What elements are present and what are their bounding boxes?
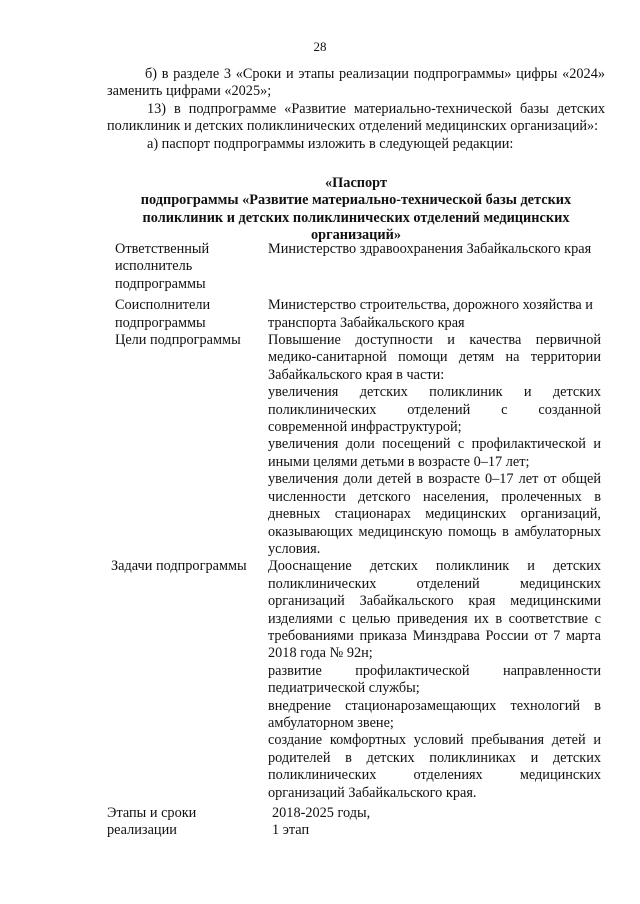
- stages-label: Этапы и сроки реализации: [107, 805, 197, 839]
- goals-label: Цели подпрограммы: [115, 332, 241, 349]
- goal-item: увеличения доли посещений с профилактической и иными целями детьми в возрасте 0–17 лет;: [268, 436, 601, 470]
- row-responsible: [107, 241, 607, 293]
- coexecutors-value: [268, 297, 601, 332]
- task-item: внедрение стационарозамещающих технологий в амбулаторном звене;: [268, 697, 601, 731]
- coexecutors-label: Соисполнители подпрограммы: [115, 297, 211, 331]
- row-stages: [107, 805, 607, 840]
- row-goals: [107, 332, 607, 558]
- tasks-label: Задачи подпрограммы: [111, 558, 247, 575]
- task-item: развитие профилактической направленности педиатрической службы;: [268, 662, 601, 697]
- passport-title-line1: «Паспорт: [325, 175, 387, 191]
- intro-text: [107, 66, 605, 153]
- goals-value: [268, 332, 601, 558]
- responsible-label: Ответственный исполнитель подпрограммы: [115, 241, 210, 292]
- intro-paragraph-b: б) в разделе 3 «Сроки и этапы реализации подпрограммы» цифры «2024» заменить цифрами «2025»;: [107, 66, 605, 100]
- tasks-value: [268, 558, 601, 802]
- stages-step: 1 этап: [272, 822, 310, 839]
- row-coexecutors: [107, 297, 607, 332]
- goal-item: Повышение доступности и качества первичной медико-санитарной помощи детям на территории Забайкальского края в части:: [268, 332, 601, 383]
- passport-table: [107, 241, 607, 840]
- responsible-value: [268, 241, 601, 258]
- stages-years: 2018-2025 годы,: [272, 805, 371, 821]
- intro-paragraph-13: 13) в подпрограмме «Развитие материально-технической базы детских поликлиник и детских поликлинических отделений медицинских организаций»:: [107, 100, 605, 135]
- passport-title: [107, 175, 605, 245]
- stages-value: [268, 805, 605, 840]
- task-item: Дооснащение детских поликлиник и детских поликлинических отделений медицинских организаций Забайкальского края медицинскими изделиями с целью приведения их в соответствие с требованиями приказа Минздрава России от 7 марта 2018 года № 92н;: [268, 558, 601, 662]
- goal-item: увеличения доли детей в возрасте 0–17 лет от общей численности детского населения, пролеченных в дневных стационарах медицинских организаций, оказывающих медицинскую помощь в амбулаторных условия.: [268, 471, 601, 557]
- row-tasks: [107, 558, 607, 802]
- intro-paragraph-a: а) паспорт подпрограммы изложить в следующей редакции:: [147, 135, 514, 152]
- page-number: 28: [313, 39, 327, 54]
- task-item: создание комфортных условий пребывания детей и родителей в детских поликлиниках и детских поликлинических отделениях медицинских организаций Забайкальского края.: [268, 732, 601, 801]
- passport-title-line2: подпрограммы «Развитие материально-технической базы детских поликлиник и детских поликлинических отделений медицинских организаций»: [140, 192, 572, 244]
- responsible-value-text: Министерство здравоохранения Забайкальского края: [268, 241, 592, 257]
- coexecutors-value-text: Министерство строительства, дорожного хозяйства и транспорта Забайкальского края: [268, 297, 593, 331]
- goal-item: увеличения детских поликлиник и детских поликлинических отделений с созданной современной инфраструктурой;: [268, 384, 601, 436]
